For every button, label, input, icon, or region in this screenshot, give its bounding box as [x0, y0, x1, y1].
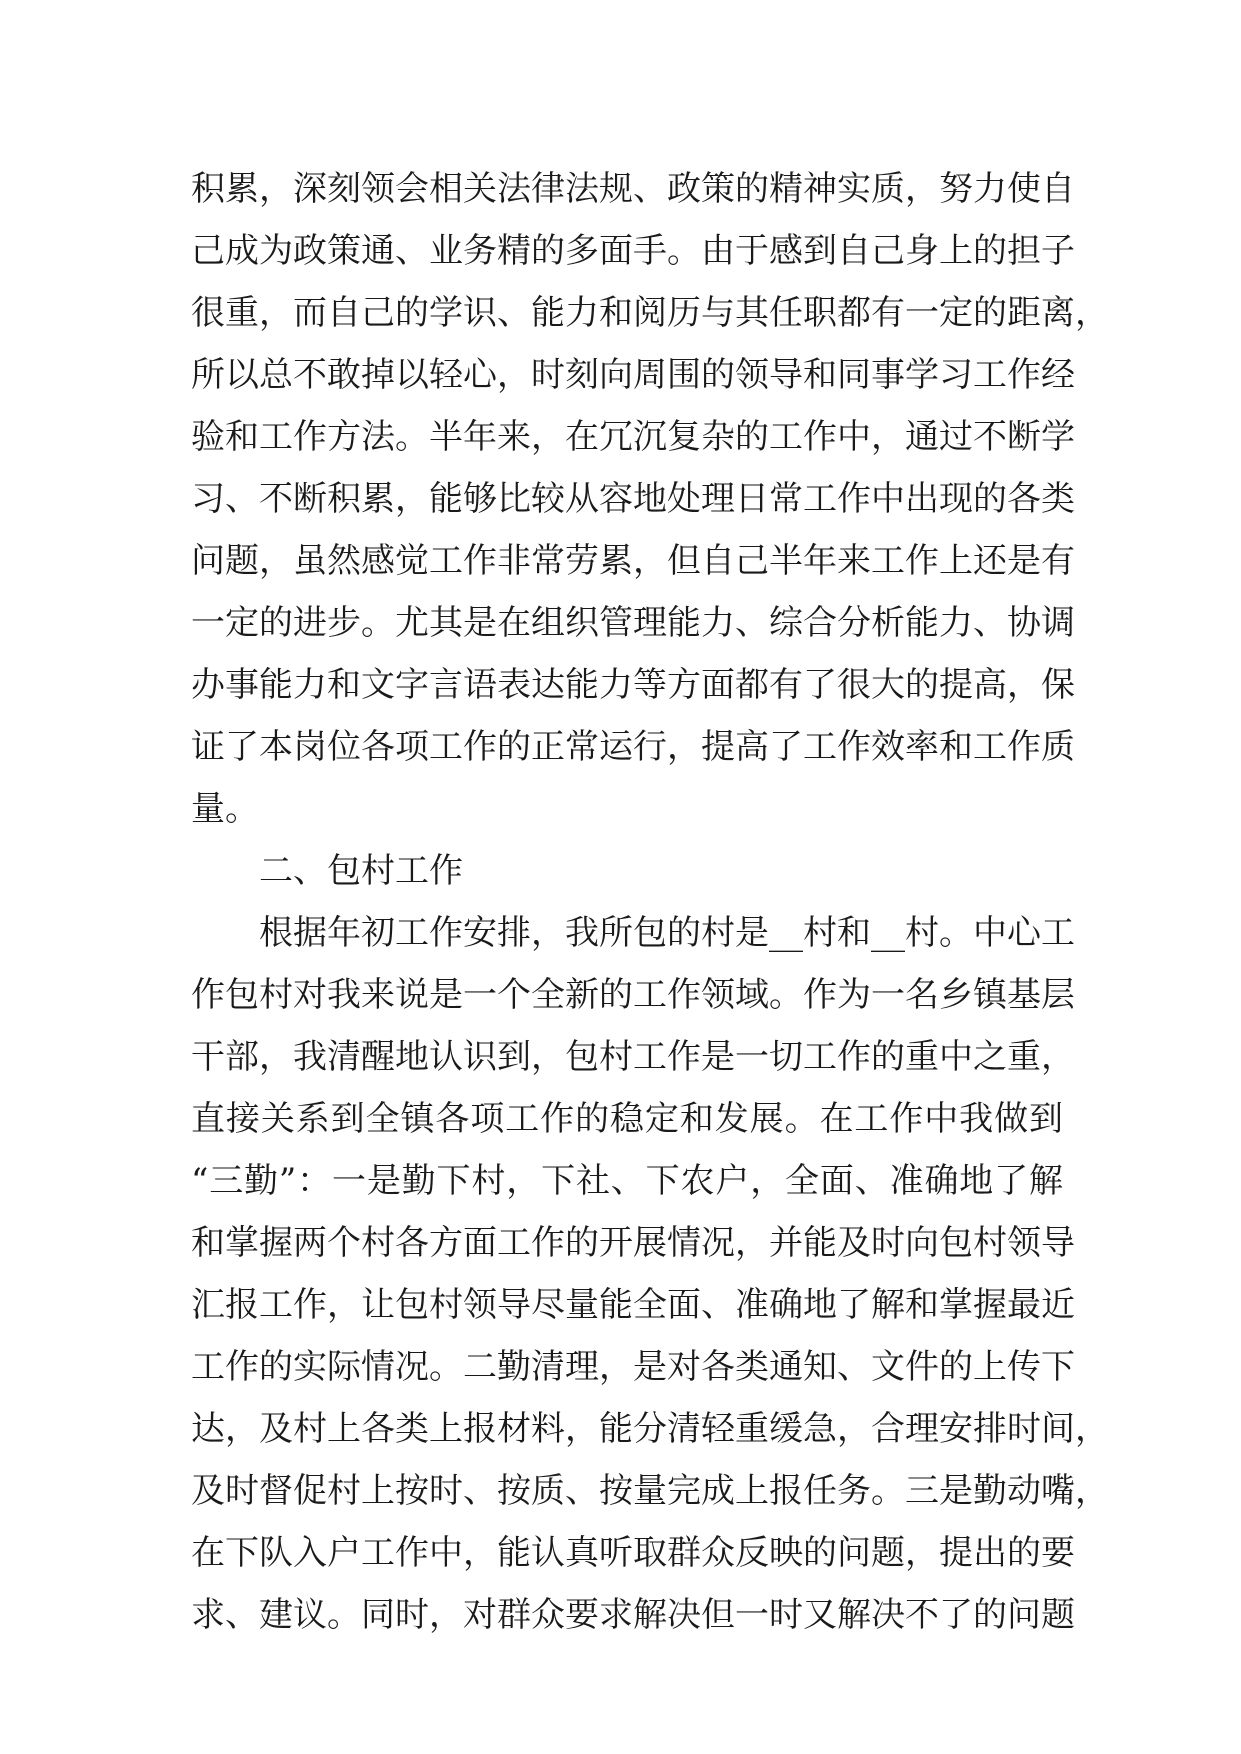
text-line: “三勤”：一是勤下村，下社、下农户，全面、准确地了解 [191, 1161, 1063, 1201]
text-line: 验和工作方法。半年来，在冗沉复杂的工作中，通过不断学 [191, 417, 1075, 457]
paragraph-2 [191, 902, 1109, 1646]
section-heading: 二、包村工作 [259, 851, 463, 891]
text-line: 办事能力和文字言语表达能力等方面都有了很大的提高，保 [191, 665, 1075, 705]
text-line: 及时督促村上按时、按质、按量完成上报任务。三是勤动嘴， [191, 1471, 1109, 1511]
text-line: 达，及村上各类上报材料，能分清轻重缓急，合理安排时间， [191, 1409, 1109, 1449]
text-line: 很重，而自己的学识、能力和阅历与其任职都有一定的距离， [191, 293, 1109, 333]
text-line: 根据年初工作安排，我所包的村是__村和__村。中心工 [259, 913, 1075, 953]
text-line: 己成为政策通、业务精的多面手。由于感到自己身上的担子 [191, 231, 1075, 271]
text-line: 习、不断积累，能够比较从容地处理日常工作中出现的各类 [191, 479, 1075, 519]
text-line: 问题，虽然感觉工作非常劳累，但自己半年来工作上还是有 [191, 541, 1075, 581]
text-line: 证了本岗位各项工作的正常运行，提高了工作效率和工作质 [191, 727, 1075, 767]
text-line: 在下队入户工作中，能认真听取群众反映的问题，提出的要 [191, 1533, 1075, 1573]
text-line: 干部，我清醒地认识到，包村工作是一切工作的重中之重， [191, 1037, 1075, 1077]
text-line: 一定的进步。尤其是在组织管理能力、综合分析能力、协调 [191, 603, 1075, 643]
document-body [191, 158, 1109, 1646]
text-line: 和掌握两个村各方面工作的开展情况，并能及时向包村领导 [191, 1223, 1075, 1263]
text-line: 量。 [191, 789, 259, 829]
text-line: 所以总不敢掉以轻心，时刻向周围的领导和同事学习工作经 [191, 355, 1075, 395]
text-line: 求、建议。同时，对群众要求解决但一时又解决不了的问题 [191, 1595, 1075, 1635]
text-line: 工作的实际情况。二勤清理，是对各类通知、文件的上传下 [191, 1347, 1075, 1387]
text-line: 汇报工作，让包村领导尽量能全面、准确地了解和掌握最近 [191, 1285, 1075, 1325]
text-line: 直接关系到全镇各项工作的稳定和发展。在工作中我做到 [191, 1099, 1063, 1139]
text-line: 作包村对我来说是一个全新的工作领域。作为一名乡镇基层 [191, 975, 1075, 1015]
paragraph-1 [191, 158, 1109, 840]
text-line: 积累，深刻领会相关法律法规、政策的精神实质，努力使自 [191, 169, 1075, 209]
